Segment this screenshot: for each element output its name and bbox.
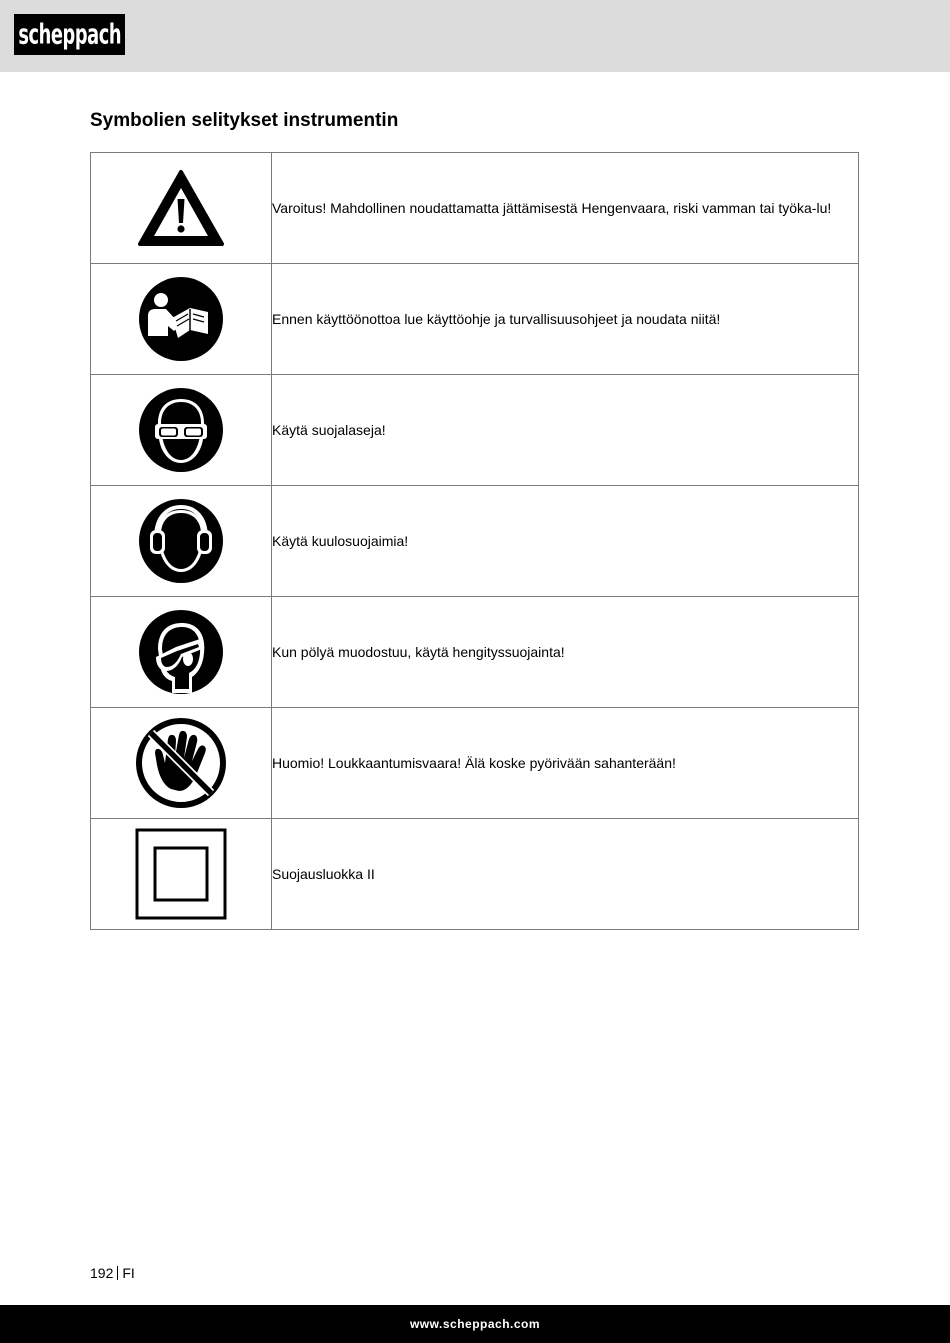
page-number: 192 xyxy=(90,1265,114,1281)
brand-logo: scheppach xyxy=(14,14,125,55)
icon-cell xyxy=(91,597,272,708)
protection-class-ii-icon xyxy=(135,828,227,920)
respirator-icon xyxy=(138,609,224,695)
page-footer-number xyxy=(90,1265,135,1281)
no-hands-icon xyxy=(135,717,227,809)
page-title: Symbolien selitykset instrumentin xyxy=(90,110,399,131)
table-row xyxy=(91,375,859,486)
symbol-description: Huomio! Loukkaantumisvaara! Älä koske pyörivään sahanterään! xyxy=(272,708,859,819)
symbol-description: Kun pölyä muodostuu, käytä hengityssuojainta! xyxy=(272,597,859,708)
symbol-description: Käytä kuulosuojaimia! xyxy=(272,486,859,597)
table-row xyxy=(91,819,859,930)
table-row xyxy=(91,264,859,375)
read-manual-icon xyxy=(138,276,224,362)
icon-cell xyxy=(91,708,272,819)
separator xyxy=(117,1266,118,1280)
ear-protection-icon xyxy=(138,498,224,584)
table-row xyxy=(91,708,859,819)
symbol-description: Käytä suojalaseja! xyxy=(272,375,859,486)
table-row xyxy=(91,486,859,597)
table-row xyxy=(91,597,859,708)
language-code: FI xyxy=(122,1265,135,1281)
symbol-description: Varoitus! Mahdollinen noudattamatta jättämisestä Hengenvaara, riski vamman tai työka-lu! xyxy=(272,153,859,264)
icon-cell xyxy=(91,375,272,486)
symbol-description: Suojausluokka II xyxy=(272,819,859,930)
safety-goggles-icon xyxy=(138,387,224,473)
icon-cell xyxy=(91,486,272,597)
symbol-description: Ennen käyttöönottoa lue käyttöohje ja turvallisuusohjeet ja noudata niitä! xyxy=(272,264,859,375)
icon-cell xyxy=(91,819,272,930)
symbols-table xyxy=(90,152,859,930)
footer-band xyxy=(0,1305,950,1343)
website-link[interactable]: www.scheppach.com xyxy=(409,1317,541,1331)
header-band xyxy=(0,0,950,72)
icon-cell xyxy=(91,264,272,375)
icon-cell xyxy=(91,153,272,264)
warning-triangle-icon xyxy=(137,168,225,248)
table-row xyxy=(91,153,859,264)
